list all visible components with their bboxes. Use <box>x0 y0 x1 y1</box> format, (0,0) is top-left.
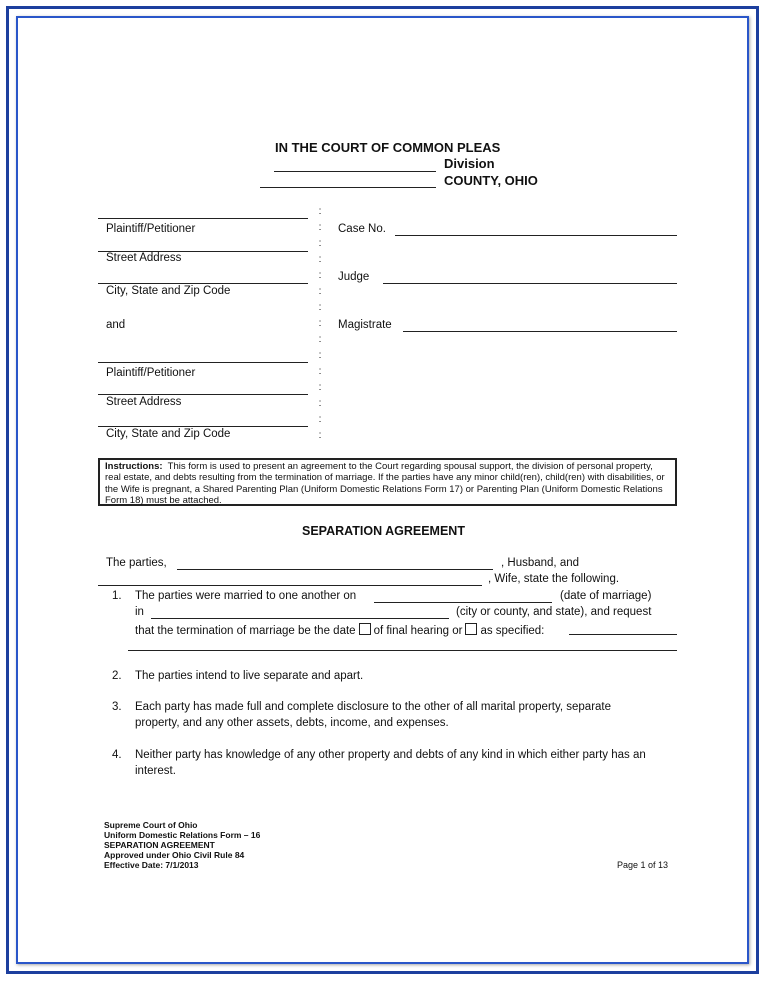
division-blank[interactable] <box>274 171 436 172</box>
marriage-date-field[interactable] <box>374 602 552 603</box>
item2-text: The parties intend to live separate and apart. <box>135 670 364 682</box>
final-hearing-checkbox[interactable] <box>359 623 371 635</box>
separator-colon: : <box>318 318 322 329</box>
instructions-box <box>98 458 677 506</box>
county-label: COUNTY, OHIO <box>444 173 538 188</box>
plaintiff2-name-line[interactable] <box>98 362 308 363</box>
city2-label: City, State and Zip Code <box>106 428 231 440</box>
judge-field[interactable] <box>383 283 677 284</box>
judge-label: Judge <box>338 271 370 283</box>
page-number: Page 1 of 13 <box>617 860 669 870</box>
item1-text-c: that the termination of marriage be the date <box>135 625 356 637</box>
separator-colon: : <box>318 302 322 313</box>
separator-colon: : <box>318 206 322 217</box>
specified-date-field[interactable] <box>569 634 677 635</box>
item2-number: 2. <box>112 670 122 682</box>
division-label: Division <box>444 156 495 171</box>
separator-colon: : <box>318 238 322 249</box>
item1-text-a: The parties were married to one another on <box>135 590 357 602</box>
county-blank[interactable] <box>260 187 436 188</box>
magistrate-label: Magistrate <box>338 319 392 331</box>
footer-court: Supreme Court of Ohio <box>104 820 198 830</box>
separator-colon: : <box>318 270 322 281</box>
item1-in: in <box>135 606 144 618</box>
specified-continuation-field[interactable] <box>128 650 677 651</box>
separator-colon: : <box>318 430 322 441</box>
item1-date-label: (date of marriage) <box>560 590 652 602</box>
item4-text-b: interest. <box>135 765 176 777</box>
street2-line[interactable] <box>98 394 308 395</box>
instructions-text: This form is used to present an agreement to the Court regarding spousal support, the division of personal property, real estate, and debts resulting from the termination of marriage. If the parties have any minor child(ren), child(ren) with disabilities, or the Wife is pregnant, a Shared Parenting Plan (Uniform Domestic Relations Form 17) or Parenting Plan (Uniform Domestic Relations Form 18) must be attached. <box>105 461 665 506</box>
item1-text-d: of final hearing or <box>373 625 463 637</box>
husband-name-field[interactable] <box>177 569 493 570</box>
city1-line[interactable] <box>98 283 308 284</box>
case-no-field[interactable] <box>395 235 677 236</box>
footer-form: Uniform Domestic Relations Form – 16 <box>104 830 261 840</box>
court-title: IN THE COURT OF COMMON PLEAS <box>275 140 501 155</box>
plaintiff2-label: Plaintiff/Petitioner <box>106 367 196 379</box>
city1-label: City, State and Zip Code <box>106 285 231 297</box>
separator-colon: : <box>318 254 322 265</box>
item1-place-label: (city or county, and state), and request <box>456 606 652 618</box>
item3-text-b: property, and any other assets, debts, income, and expenses. <box>135 717 449 729</box>
magistrate-field[interactable] <box>403 331 677 332</box>
wife-label: , Wife, state the following. <box>488 573 620 585</box>
husband-label: , Husband, and <box>501 557 580 569</box>
item1-line3 <box>135 623 544 637</box>
footer-rule: Approved under Ohio Civil Rule 84 <box>104 850 245 860</box>
separator-colon: : <box>318 382 322 393</box>
plaintiff1-label: Plaintiff/Petitioner <box>106 223 196 235</box>
street2-label: Street Address <box>106 396 182 408</box>
wife-name-field[interactable] <box>98 585 482 586</box>
separator-colon: : <box>318 350 322 361</box>
separator-colon: : <box>318 334 322 345</box>
and-label: and <box>106 319 126 331</box>
street1-label: Street Address <box>106 252 182 264</box>
case-no-label: Case No. <box>338 223 386 235</box>
separator-colon: : <box>318 414 322 425</box>
item4-number: 4. <box>112 749 122 761</box>
city2-line[interactable] <box>98 426 308 427</box>
item1-text-e: as specified: <box>480 625 545 637</box>
as-specified-checkbox[interactable] <box>465 623 477 635</box>
separator-colon: : <box>318 286 322 297</box>
item1-number: 1. <box>112 590 122 602</box>
separator-colon: : <box>318 222 322 233</box>
footer-effective-date: Effective Date: 7/1/2013 <box>104 860 199 870</box>
footer-block <box>104 820 260 870</box>
instructions-label: Instructions: <box>105 461 163 472</box>
separator-colon: : <box>318 366 322 377</box>
agreement-title: SEPARATION AGREEMENT <box>302 524 465 538</box>
item4-text-a: Neither party has knowledge of any other property and debts of any kind in which either party has an <box>135 749 646 761</box>
parties-label: The parties, <box>106 557 167 569</box>
marriage-place-field[interactable] <box>151 618 449 619</box>
item3-number: 3. <box>112 701 122 713</box>
separator-colon: : <box>318 398 322 409</box>
footer-title: SEPARATION AGREEMENT <box>104 840 215 850</box>
plaintiff1-name-line[interactable] <box>98 218 308 219</box>
item3-text-a: Each party has made full and complete disclosure to the other of all marital property, separate <box>135 701 612 713</box>
